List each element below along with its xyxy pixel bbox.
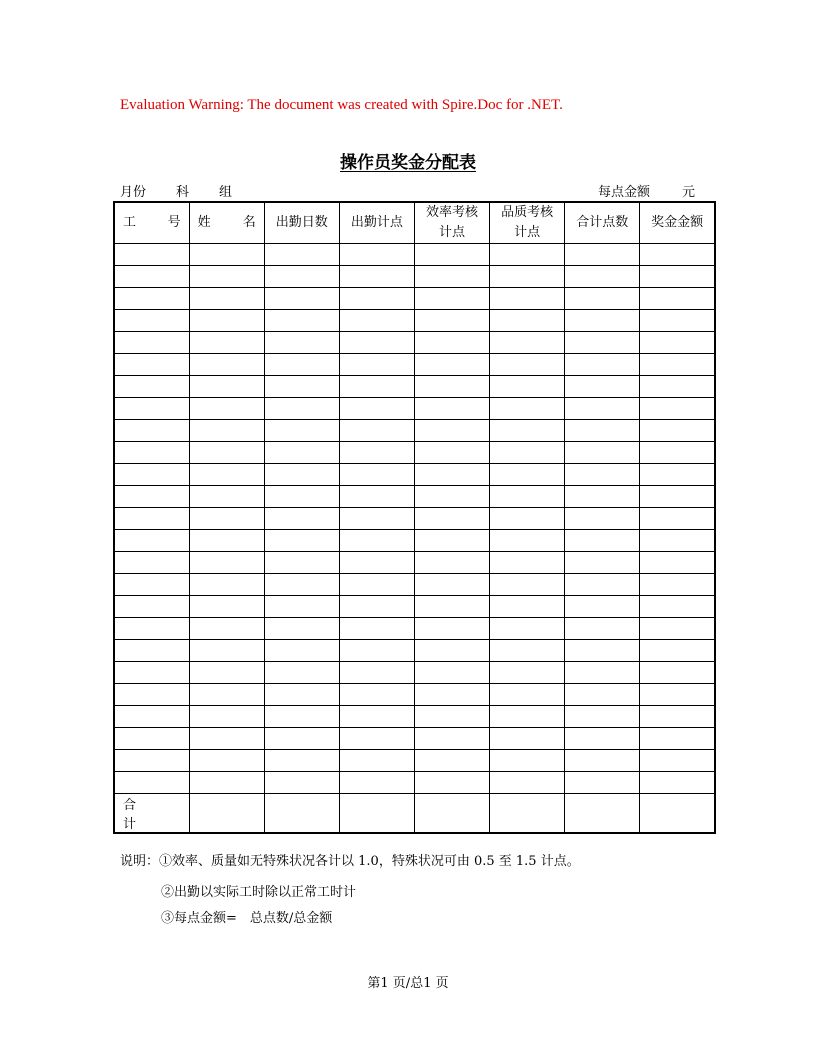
meta-left: [120, 181, 232, 200]
total-cell[interactable]: [264, 794, 339, 834]
note-item: ①效率、质量如无特殊状况各计以 1.0，特殊状况可由 0.5 至 1.5 计点。: [159, 854, 580, 869]
table-cell[interactable]: [189, 574, 264, 596]
table-cell[interactable]: [114, 464, 189, 486]
table-cell[interactable]: [339, 486, 414, 508]
table-cell[interactable]: [114, 574, 189, 596]
table-body: [114, 244, 715, 794]
total-row: [114, 794, 715, 834]
table-row: [114, 772, 715, 794]
table-cell[interactable]: [114, 244, 189, 266]
table-cell[interactable]: [114, 266, 189, 288]
table-cell[interactable]: [640, 354, 715, 376]
table-cell[interactable]: [114, 288, 189, 310]
table-row: [114, 420, 715, 442]
table-row: [114, 728, 715, 750]
table-cell[interactable]: [640, 288, 715, 310]
table-cell[interactable]: [189, 332, 264, 354]
dept-label: 科: [176, 185, 190, 200]
table-cell[interactable]: [565, 442, 640, 464]
table-cell[interactable]: [490, 662, 565, 684]
table-cell[interactable]: [490, 288, 565, 310]
header-quality-points: [490, 202, 565, 244]
table-cell[interactable]: [490, 640, 565, 662]
table-cell[interactable]: [640, 508, 715, 530]
table-cell[interactable]: [490, 706, 565, 728]
table-cell[interactable]: [339, 398, 414, 420]
table-cell[interactable]: [565, 662, 640, 684]
table-row: [114, 530, 715, 552]
total-cell[interactable]: [415, 794, 490, 834]
table-cell[interactable]: [565, 332, 640, 354]
table-cell[interactable]: [565, 618, 640, 640]
table-cell[interactable]: [565, 552, 640, 574]
table-cell[interactable]: [490, 552, 565, 574]
table-cell[interactable]: [415, 464, 490, 486]
table-cell[interactable]: [565, 244, 640, 266]
per-point-label: 每点金额: [598, 185, 651, 200]
table-cell[interactable]: [640, 618, 715, 640]
table-cell[interactable]: [189, 640, 264, 662]
table-cell[interactable]: [415, 772, 490, 794]
table-cell[interactable]: [339, 662, 414, 684]
table-cell[interactable]: [640, 574, 715, 596]
table-cell[interactable]: [189, 728, 264, 750]
meta-right: [598, 181, 695, 200]
table-cell[interactable]: [415, 662, 490, 684]
table-cell[interactable]: [640, 772, 715, 794]
table-cell[interactable]: [189, 684, 264, 706]
table-cell[interactable]: [114, 662, 189, 684]
group-label: 组: [219, 185, 233, 200]
table-cell[interactable]: [114, 750, 189, 772]
table-cell[interactable]: [264, 486, 339, 508]
table-row: [114, 354, 715, 376]
table-cell[interactable]: [264, 574, 339, 596]
table-cell[interactable]: [415, 442, 490, 464]
table-cell[interactable]: [114, 508, 189, 530]
table-cell[interactable]: [114, 486, 189, 508]
table-cell[interactable]: [189, 772, 264, 794]
table-cell[interactable]: [189, 266, 264, 288]
table-cell[interactable]: [189, 310, 264, 332]
table-cell[interactable]: [189, 596, 264, 618]
note-line-1: [120, 850, 580, 869]
table-cell[interactable]: [565, 706, 640, 728]
table-cell[interactable]: [490, 618, 565, 640]
table-cell[interactable]: [264, 552, 339, 574]
table-cell[interactable]: [339, 420, 414, 442]
table-cell[interactable]: [339, 332, 414, 354]
table-cell[interactable]: [415, 618, 490, 640]
table-cell[interactable]: [339, 596, 414, 618]
table-cell[interactable]: [189, 420, 264, 442]
table-cell[interactable]: [339, 552, 414, 574]
table-row: [114, 596, 715, 618]
table-cell[interactable]: [264, 772, 339, 794]
table-row: [114, 640, 715, 662]
table-cell[interactable]: [339, 772, 414, 794]
table-row: [114, 310, 715, 332]
header-bonus-amount: 奖金金额: [640, 202, 715, 244]
table-cell[interactable]: [565, 772, 640, 794]
table-cell[interactable]: [415, 244, 490, 266]
table-cell[interactable]: [264, 662, 339, 684]
table-cell[interactable]: [640, 640, 715, 662]
header-name: 姓 名: [189, 202, 264, 244]
table-cell[interactable]: [490, 750, 565, 772]
table-cell[interactable]: [264, 508, 339, 530]
table-row: [114, 684, 715, 706]
table-cell[interactable]: [264, 684, 339, 706]
table-cell[interactable]: [640, 442, 715, 464]
table-cell[interactable]: [264, 464, 339, 486]
table-row: [114, 442, 715, 464]
table-cell[interactable]: [490, 420, 565, 442]
table-cell[interactable]: [339, 640, 414, 662]
table-cell[interactable]: [339, 288, 414, 310]
table-cell[interactable]: [565, 728, 640, 750]
header-efficiency-line1: 效率考核: [426, 205, 479, 220]
table-row: [114, 750, 715, 772]
table-cell[interactable]: [565, 354, 640, 376]
table-cell[interactable]: [640, 530, 715, 552]
header-efficiency-points: [415, 202, 490, 244]
table-cell[interactable]: [339, 574, 414, 596]
table-cell[interactable]: [189, 706, 264, 728]
note-item: ③每点金额= 总点数/总金额: [161, 911, 333, 926]
table-cell[interactable]: [264, 596, 339, 618]
evaluation-warning: Evaluation Warning: The document was created with Spire.Doc for .NET.: [120, 97, 563, 113]
table-cell[interactable]: [114, 618, 189, 640]
table-cell[interactable]: [415, 596, 490, 618]
table-cell[interactable]: [415, 728, 490, 750]
header-efficiency-line2: 计点: [439, 225, 466, 240]
total-cell[interactable]: [640, 794, 715, 834]
table-cell[interactable]: [264, 332, 339, 354]
table-cell[interactable]: [415, 420, 490, 442]
table-cell[interactable]: [490, 728, 565, 750]
table-cell[interactable]: [189, 530, 264, 552]
header-quality-line2: 计点: [514, 225, 541, 240]
table-cell[interactable]: [189, 486, 264, 508]
table-cell[interactable]: [339, 310, 414, 332]
table-cell[interactable]: [640, 266, 715, 288]
table-cell[interactable]: [114, 596, 189, 618]
table-cell[interactable]: [339, 266, 414, 288]
header-attendance-points: 出勤计点: [339, 202, 414, 244]
table-cell[interactable]: [565, 420, 640, 442]
table-cell[interactable]: [565, 530, 640, 552]
table-cell[interactable]: [415, 398, 490, 420]
table-cell[interactable]: [189, 552, 264, 574]
table-cell[interactable]: [640, 376, 715, 398]
table-cell[interactable]: [339, 244, 414, 266]
total-cell[interactable]: [189, 794, 264, 834]
table-cell[interactable]: [565, 464, 640, 486]
table-cell[interactable]: [565, 266, 640, 288]
table-cell[interactable]: [189, 662, 264, 684]
bonus-table: [113, 201, 716, 834]
table-cell[interactable]: [114, 310, 189, 332]
table-cell[interactable]: [415, 640, 490, 662]
table-cell[interactable]: [415, 332, 490, 354]
table-cell[interactable]: [640, 310, 715, 332]
table-cell[interactable]: [565, 574, 640, 596]
table-cell[interactable]: [565, 640, 640, 662]
table-cell[interactable]: [264, 750, 339, 772]
table-cell[interactable]: [339, 684, 414, 706]
table-cell[interactable]: [640, 464, 715, 486]
table-cell[interactable]: [490, 442, 565, 464]
table-cell[interactable]: [339, 354, 414, 376]
table-cell[interactable]: [264, 244, 339, 266]
table-cell[interactable]: [264, 288, 339, 310]
table-cell[interactable]: [264, 420, 339, 442]
table-cell[interactable]: [490, 486, 565, 508]
table-cell[interactable]: [114, 354, 189, 376]
table-cell[interactable]: [114, 728, 189, 750]
table-row: [114, 574, 715, 596]
table-cell[interactable]: [490, 332, 565, 354]
page-footer: 第1 页/总1 页: [367, 976, 449, 991]
table-cell[interactable]: [339, 442, 414, 464]
table-cell[interactable]: [339, 618, 414, 640]
table-row: [114, 508, 715, 530]
table-cell[interactable]: [264, 640, 339, 662]
table-row: [114, 552, 715, 574]
table-cell[interactable]: [415, 310, 490, 332]
table-cell[interactable]: [114, 398, 189, 420]
table-cell[interactable]: [415, 750, 490, 772]
table-cell[interactable]: [565, 376, 640, 398]
table-cell[interactable]: [264, 398, 339, 420]
table-cell[interactable]: [415, 574, 490, 596]
table-cell[interactable]: [264, 706, 339, 728]
table-cell[interactable]: [339, 464, 414, 486]
table-cell[interactable]: [640, 728, 715, 750]
table-cell[interactable]: [565, 750, 640, 772]
total-cell[interactable]: [339, 794, 414, 834]
table-cell[interactable]: [640, 750, 715, 772]
header-attendance-days: 出勤日数: [264, 202, 339, 244]
table-cell[interactable]: [415, 288, 490, 310]
table-cell[interactable]: [640, 706, 715, 728]
table-cell[interactable]: [490, 376, 565, 398]
table-cell[interactable]: [415, 266, 490, 288]
table-cell[interactable]: [264, 618, 339, 640]
table-cell[interactable]: [490, 772, 565, 794]
table-cell[interactable]: [114, 684, 189, 706]
table-cell[interactable]: [264, 310, 339, 332]
table-cell[interactable]: [565, 508, 640, 530]
table-row: [114, 662, 715, 684]
total-cell[interactable]: [490, 794, 565, 834]
table-cell[interactable]: [640, 596, 715, 618]
table-cell[interactable]: [565, 684, 640, 706]
table-cell[interactable]: [415, 684, 490, 706]
table-cell[interactable]: [114, 332, 189, 354]
table-cell[interactable]: [415, 354, 490, 376]
page-title: [0, 148, 816, 173]
table-cell[interactable]: [640, 332, 715, 354]
table-cell[interactable]: [565, 596, 640, 618]
table-cell[interactable]: [264, 442, 339, 464]
table-cell[interactable]: [114, 376, 189, 398]
table-row: [114, 398, 715, 420]
table-cell[interactable]: [490, 266, 565, 288]
table-row: [114, 332, 715, 354]
note-item: ②出勤以实际工时除以正常工时计: [161, 885, 357, 900]
table-row: [114, 266, 715, 288]
table-cell[interactable]: [640, 398, 715, 420]
table-cell[interactable]: [490, 244, 565, 266]
table-cell[interactable]: [189, 398, 264, 420]
table-cell[interactable]: [640, 420, 715, 442]
table-row: [114, 464, 715, 486]
month-label: 月份: [120, 185, 147, 200]
table-cell[interactable]: [189, 442, 264, 464]
table-cell[interactable]: [264, 728, 339, 750]
header-quality-line1: 品质考核: [501, 205, 554, 220]
table-cell[interactable]: [264, 376, 339, 398]
table-cell[interactable]: [415, 552, 490, 574]
header-total-points: 合计点数: [565, 202, 640, 244]
table-cell[interactable]: [339, 750, 414, 772]
table-cell[interactable]: [189, 288, 264, 310]
table-row: [114, 486, 715, 508]
table-row: [114, 618, 715, 640]
table-cell[interactable]: [264, 530, 339, 552]
table-cell[interactable]: [189, 750, 264, 772]
table-cell[interactable]: [114, 772, 189, 794]
header-row: [114, 202, 715, 244]
notes-label: 说明：: [120, 854, 160, 869]
table-cell[interactable]: [415, 706, 490, 728]
table-row: [114, 376, 715, 398]
table-cell[interactable]: [189, 354, 264, 376]
table-cell[interactable]: [189, 508, 264, 530]
table-cell[interactable]: [490, 596, 565, 618]
table-cell[interactable]: [264, 354, 339, 376]
table-cell[interactable]: [114, 420, 189, 442]
table-cell[interactable]: [415, 530, 490, 552]
table-cell[interactable]: [490, 684, 565, 706]
table-cell[interactable]: [189, 244, 264, 266]
table-cell[interactable]: [565, 310, 640, 332]
table-cell[interactable]: [114, 640, 189, 662]
table-cell[interactable]: [640, 244, 715, 266]
table-cell[interactable]: [339, 508, 414, 530]
total-cell[interactable]: [565, 794, 640, 834]
table-cell[interactable]: [490, 310, 565, 332]
table-cell[interactable]: [189, 618, 264, 640]
table-cell[interactable]: [415, 376, 490, 398]
table-cell[interactable]: [640, 486, 715, 508]
table-cell[interactable]: [415, 486, 490, 508]
table-cell[interactable]: [565, 486, 640, 508]
table-cell[interactable]: [490, 354, 565, 376]
page-title-text: 操作员奖金分配表: [340, 153, 476, 173]
table-cell[interactable]: [114, 442, 189, 464]
table-cell[interactable]: [640, 552, 715, 574]
table-cell[interactable]: [490, 574, 565, 596]
table-cell[interactable]: [339, 706, 414, 728]
table-row: [114, 288, 715, 310]
table-cell[interactable]: [565, 398, 640, 420]
table-cell[interactable]: [189, 376, 264, 398]
header-employee-id: 工 号: [114, 202, 189, 244]
table-cell[interactable]: [114, 552, 189, 574]
table-cell[interactable]: [565, 288, 640, 310]
total-label: 合 计: [114, 794, 189, 834]
table-cell[interactable]: [490, 398, 565, 420]
table-cell[interactable]: [264, 266, 339, 288]
table-cell[interactable]: [490, 464, 565, 486]
table-row: [114, 706, 715, 728]
table-cell[interactable]: [339, 376, 414, 398]
table-cell[interactable]: [114, 706, 189, 728]
table-cell[interactable]: [339, 530, 414, 552]
table-cell[interactable]: [640, 662, 715, 684]
table-cell[interactable]: [189, 464, 264, 486]
table-cell[interactable]: [640, 684, 715, 706]
table-cell[interactable]: [415, 508, 490, 530]
table-cell[interactable]: [490, 530, 565, 552]
table-row: [114, 244, 715, 266]
table-cell[interactable]: [114, 530, 189, 552]
table-cell[interactable]: [339, 728, 414, 750]
table-cell[interactable]: [490, 508, 565, 530]
unit-label: 元: [682, 185, 696, 200]
